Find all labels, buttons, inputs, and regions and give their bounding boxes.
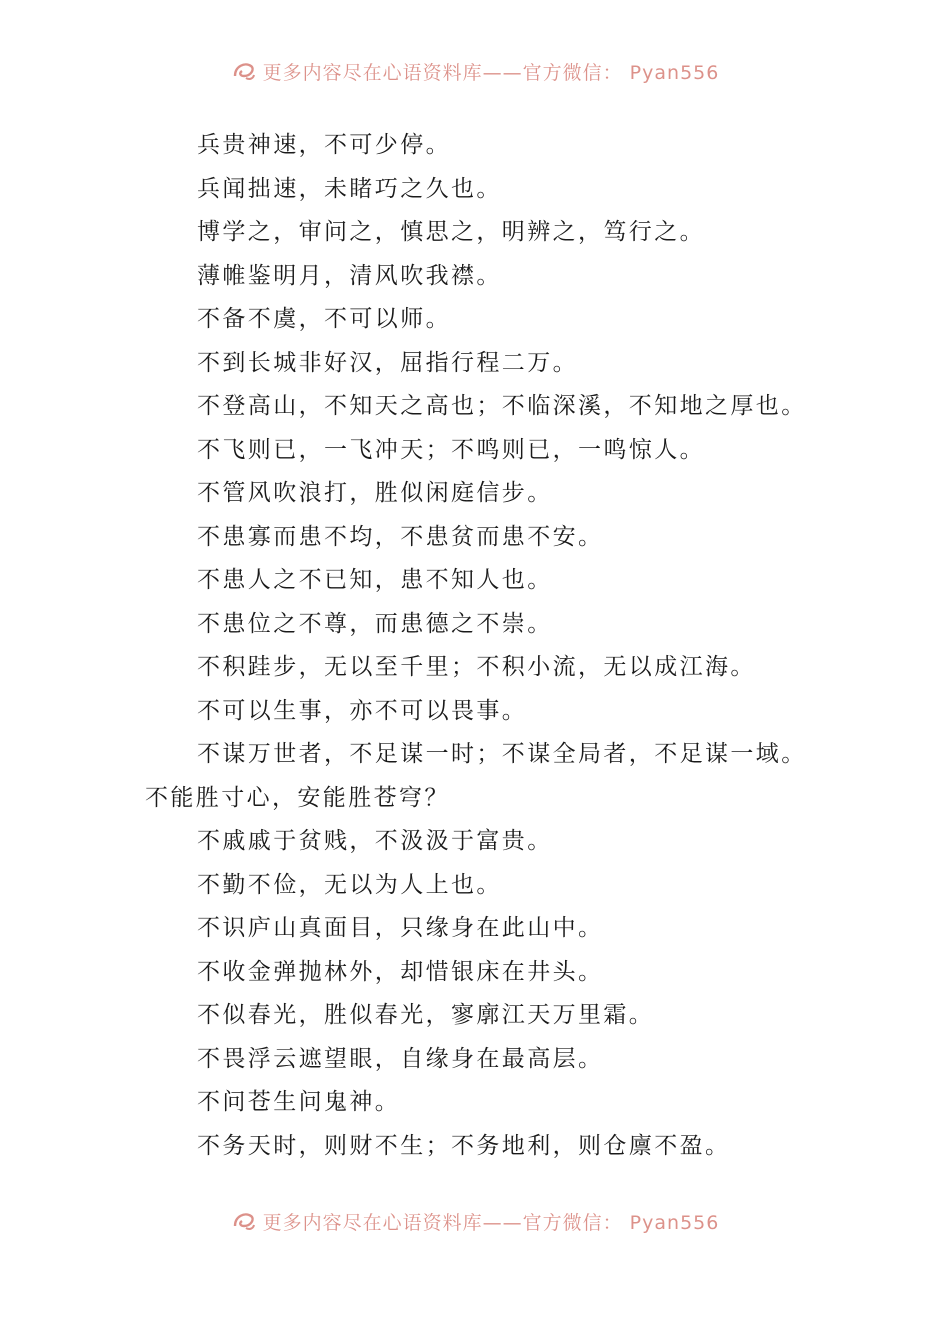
text-line: 不似春光，胜似春光，寥廓江天万里霜。 [197,1002,655,1028]
text-line: 不患人之不已知，患不知人也。 [197,567,553,593]
footer-watermark [0,1206,950,1236]
text-line: 不畏浮云遮望眼，自缘身在最高层。 [197,1045,604,1072]
text-line-continuation: 不能胜寸心，安能胜苍穹？ [145,784,450,811]
text-line: 不患位之不尊，而患德之不崇。 [197,610,553,637]
watermark-text: 更多内容尽在心语资料库——官方微信： Pyan556 [262,1211,720,1234]
text-line: 不患寡而患不均，不患贫而患不安。 [197,523,604,550]
text-line: 兵贵神速，不可少停。 [197,132,451,158]
text-line: 不谋万世者，不足谋一时；不谋全局者，不足谋一域。 [197,741,807,767]
text-line: 不登高山，不知天之高也；不临深溪，不知地之厚也。 [197,393,807,419]
text-line: 不飞则已，一飞冲天；不鸣则已，一鸣惊人。 [197,436,705,463]
text-line: 不到长城非好汉，屈指行程二万。 [197,349,578,376]
text-line: 不收金弹抛林外，却惜银床在井头。 [197,958,604,985]
document-body [145,124,805,1168]
text-line: 不戚戚于贫贱，不汲汲于富贵。 [197,828,553,854]
text-line: 不管风吹浪打，胜似闲庭信步。 [197,480,553,506]
brand-logo-icon [231,58,257,84]
text-line: 不可以生事，亦不可以畏事。 [197,697,528,724]
watermark-text: 更多内容尽在心语资料库——官方微信： Pyan556 [262,61,720,84]
brand-logo-icon [231,1208,257,1234]
text-line: 不勤不俭，无以为人上也。 [197,871,502,898]
text-line: 不问苍生问鬼神。 [197,1089,401,1115]
text-line: 不积跬步，无以至千里；不积小流，无以成江海。 [197,654,756,680]
text-line: 不备不虞，不可以师。 [197,306,451,332]
text-line: 不务天时，则财不生；不务地利，则仓廪不盈。 [197,1132,731,1159]
text-line: 不识庐山真面目，只缘身在此山中。 [197,915,604,941]
text-line: 博学之，审问之，慎思之，明辨之，笃行之。 [197,219,705,245]
text-line: 薄帷鉴明月，清风吹我襟。 [197,262,502,289]
text-line: 兵闻拙速，未睹巧之久也。 [197,175,502,202]
header-watermark [0,56,950,86]
